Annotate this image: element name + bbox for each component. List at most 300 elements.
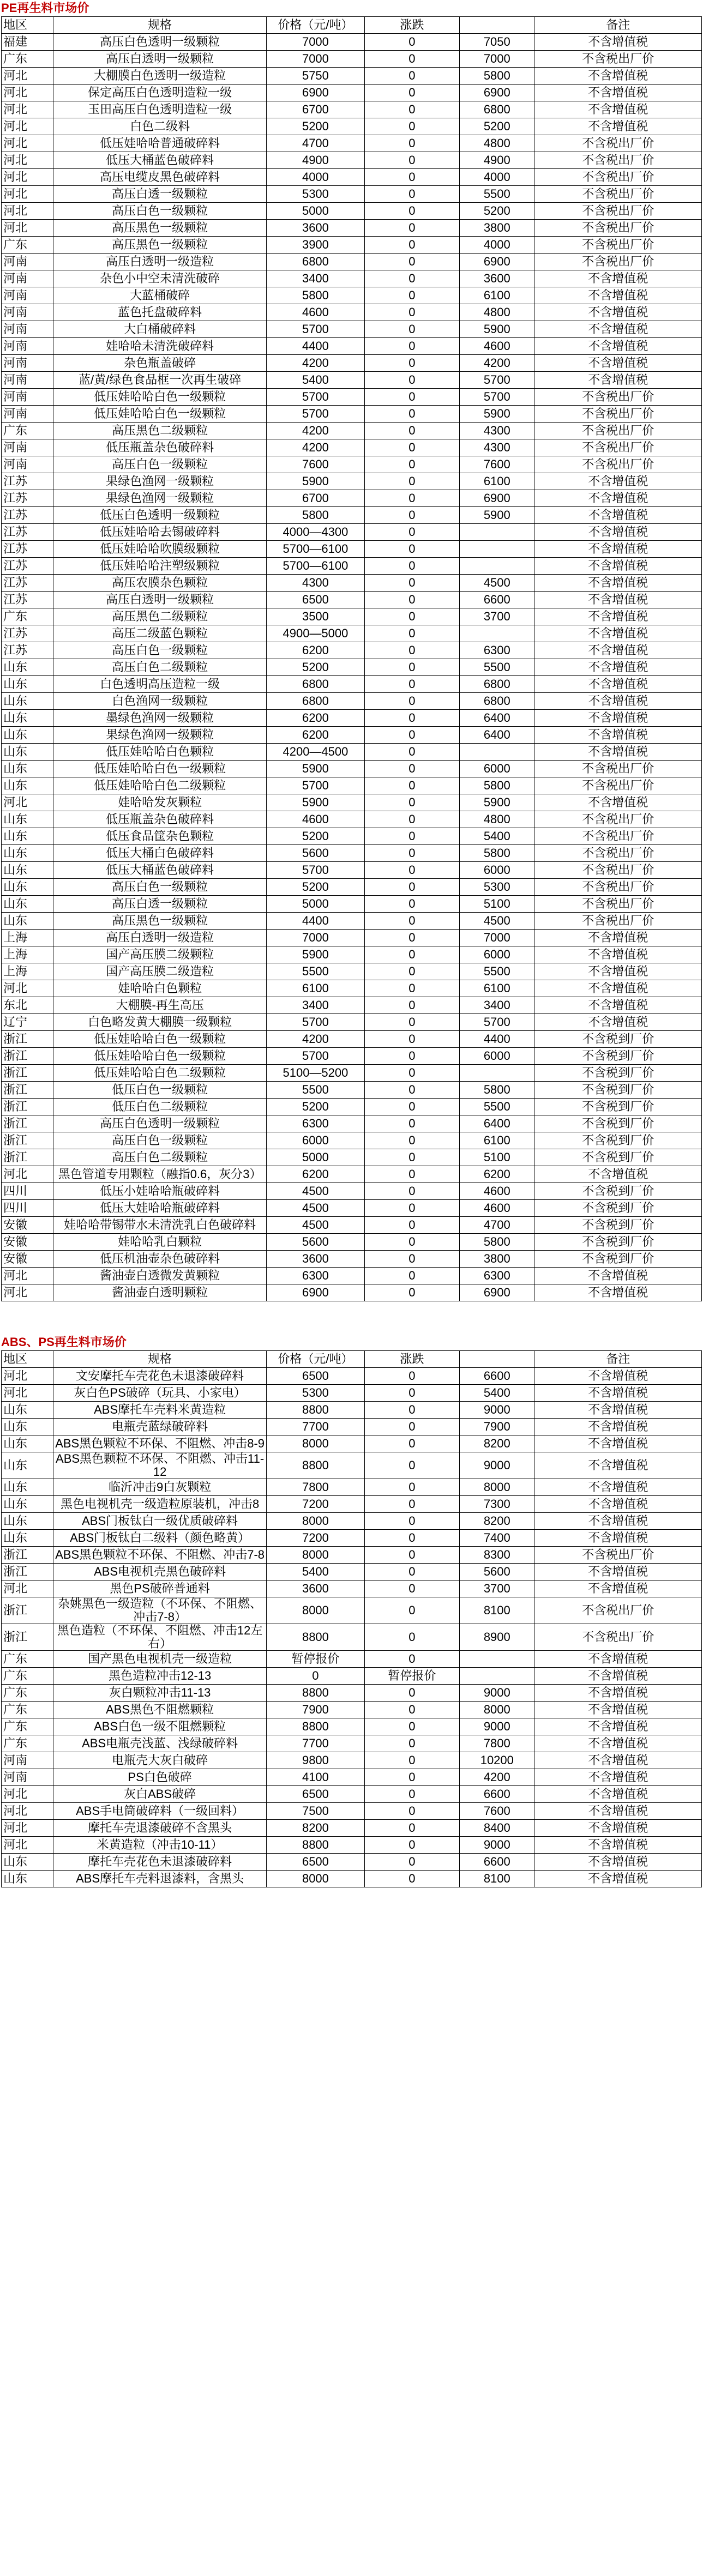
cell-price: 5900 [267,946,365,963]
pe-price-table [1,16,702,1301]
cell-prev-price: 5300 [460,879,534,896]
cell-change: 0 [364,794,459,811]
cell-note: 不含增值税 [534,1702,702,1718]
cell-change: 0 [364,1149,459,1166]
cell-price: 5750 [267,68,365,85]
cell-price: 6800 [267,254,365,270]
cell-region: 河北 [2,135,53,152]
cell-prev-price: 6600 [460,592,534,608]
cell-price: 6800 [267,676,365,693]
table-row [2,220,702,237]
cell-region: 山东 [2,1513,53,1530]
table-row [2,828,702,845]
cell-price: 4600 [267,811,365,828]
table-row [2,1496,702,1513]
table-row [2,1183,702,1200]
cell-note: 不含税到厂价 [534,1183,702,1200]
cell-note: 不含增值税 [534,355,702,372]
cell-region: 江苏 [2,558,53,575]
cell-prev-price: 4700 [460,1217,534,1234]
cell-note: 不含税出厂价 [534,254,702,270]
cell-prev-price: 9000 [460,1402,534,1419]
cell-change: 0 [364,777,459,794]
cell-price: 7900 [267,1702,365,1718]
cell-spec: 酱油壶白透微发黄颗粒 [53,1268,267,1284]
cell-change: 0 [364,51,459,68]
cell-spec: 保定高压白色透明造粒一级 [53,85,267,101]
cell-spec: 低压白色二级颗粒 [53,1099,267,1115]
cell-region: 广东 [2,1651,53,1668]
cell-prev-price: 7050 [460,34,534,51]
cell-prev-price: 4400 [460,1031,534,1048]
cell-change: 0 [364,372,459,389]
cell-region: 河南 [2,304,53,321]
cell-prev-price: 6300 [460,642,534,659]
cell-note: 不含增值税 [534,1735,702,1752]
cell-price: 6300 [267,1115,365,1132]
cell-spec: 电瓶壳大灰白破碎 [53,1752,267,1769]
cell-region: 山东 [2,693,53,710]
cell-note: 不含增值税 [534,642,702,659]
cell-prev-price: 7300 [460,1496,534,1513]
table-row [2,1624,702,1651]
cell-note: 不含增值税 [534,1166,702,1183]
cell-region: 浙江 [2,1065,53,1082]
table-row [2,1234,702,1251]
cell-note: 不含增值税 [534,980,702,997]
cell-change: 0 [364,642,459,659]
cell-price: 7700 [267,1735,365,1752]
table-row [2,1065,702,1082]
cell-spec: 低压娃哈哈白色一级颗粒 [53,1048,267,1065]
cell-price: 7600 [267,456,365,473]
cell-prev-price: 6100 [460,287,534,304]
cell-note: 不含增值税 [534,541,702,558]
cell-spec: ABS摩托车壳料退漆料，含黑头 [53,1871,267,1887]
cell-prev-price: 4600 [460,1183,534,1200]
table-row [2,1786,702,1803]
cell-region: 广东 [2,1718,53,1735]
cell-spec: 娃哈哈未清洗破碎料 [53,338,267,355]
cell-price: 4400 [267,338,365,355]
cell-spec: 低压娃哈哈注塑级颗粒 [53,558,267,575]
cell-change: 0 [364,1735,459,1752]
table-row [2,372,702,389]
cell-spec: 高压白色一级颗粒 [53,1132,267,1149]
cell-region: 浙江 [2,1624,53,1651]
cell-price: 7000 [267,930,365,946]
cell-note: 不含税出厂价 [534,186,702,203]
cell-change: 0 [364,896,459,913]
cell-region: 河南 [2,355,53,372]
cell-note: 不含增值税 [534,1452,702,1479]
table-row [2,1132,702,1149]
table-row [2,896,702,913]
cell-price: 8000 [267,1547,365,1564]
cell-change: 暂停报价 [364,1668,459,1685]
table-row [2,1251,702,1268]
cell-note: 不含增值税 [534,1268,702,1284]
cell-price: 8800 [267,1837,365,1854]
cell-spec: 大棚膜-再生高压 [53,997,267,1014]
table-row [2,1014,702,1031]
cell-note: 不含增值税 [534,1496,702,1513]
cell-spec: 低压食品筐杂色颗粒 [53,828,267,845]
cell-change: 0 [364,1132,459,1149]
cell-prev-price: 5200 [460,118,534,135]
table-row [2,794,702,811]
cell-price: 8000 [267,1871,365,1887]
cell-price: 5700 [267,777,365,794]
cell-prev-price: 6000 [460,761,534,777]
cell-change: 0 [364,1014,459,1031]
table-row [2,169,702,186]
cell-note: 不含税出厂价 [534,203,702,220]
cell-change: 0 [364,761,459,777]
cell-region: 山东 [2,744,53,761]
cell-price: 4200—4500 [267,744,365,761]
cell-note: 不含税出厂价 [534,828,702,845]
cell-prev-price: 4800 [460,811,534,828]
cell-change: 0 [364,558,459,575]
table-row [2,1435,702,1452]
cell-price: 5400 [267,372,365,389]
cell-region: 山东 [2,1496,53,1513]
cell-prev-price: 4200 [460,355,534,372]
cell-price: 5900 [267,761,365,777]
cell-price: 5300 [267,186,365,203]
cell-price: 6900 [267,85,365,101]
cell-price: 6700 [267,490,365,507]
table-row [2,439,702,456]
cell-note: 不含税出厂价 [534,423,702,439]
table-row [2,1402,702,1419]
cell-change: 0 [364,1685,459,1702]
cell-prev-price: 5400 [460,1385,534,1402]
cell-spec: 低压娃哈哈去锡破碎料 [53,524,267,541]
cell-prev-price: 6800 [460,693,534,710]
cell-region: 河北 [2,101,53,118]
cell-prev-price: 9000 [460,1837,534,1854]
cell-region: 江苏 [2,625,53,642]
cell-spec: 电瓶壳蓝绿破碎料 [53,1419,267,1435]
cell-spec: 临沂冲击9白灰颗粒 [53,1479,267,1496]
cell-spec: ABS电瓶壳浅蓝、浅绿破碎料 [53,1735,267,1752]
cell-spec: 灰白色PS破碎（玩具、小家电） [53,1385,267,1402]
cell-price: 5700 [267,1048,365,1065]
table-row [2,186,702,203]
cell-prev-price: 7000 [460,51,534,68]
cell-spec: 国产高压膜二级造粒 [53,963,267,980]
cell-prev-price: 4900 [460,152,534,169]
table-row [2,287,702,304]
cell-price: 3500 [267,608,365,625]
cell-prev-price: 3700 [460,608,534,625]
cell-region: 山东 [2,845,53,862]
cell-spec: 娃哈哈带锡带水未清洗乳白色破碎料 [53,1217,267,1234]
cell-region: 河北 [2,1837,53,1854]
cell-region: 浙江 [2,1082,53,1099]
cell-note: 不含增值税 [534,1718,702,1735]
cell-note: 不含税到厂价 [534,1031,702,1048]
cell-change: 0 [364,727,459,744]
cell-prev-price: 5500 [460,186,534,203]
table-row [2,1149,702,1166]
cell-prev-price: 10200 [460,1752,534,1769]
cell-spec: 高压黑色一级颗粒 [53,913,267,930]
cell-spec: 低压娃哈哈白色一级颗粒 [53,389,267,406]
cell-region: 四川 [2,1200,53,1217]
cell-price: 4200 [267,1031,365,1048]
cell-region: 河北 [2,1166,53,1183]
cell-change: 0 [364,1702,459,1718]
cell-prev-price: 5200 [460,203,534,220]
cell-spec: 低压娃哈哈普通破碎料 [53,135,267,152]
cell-change: 0 [364,34,459,51]
cell-prev-price: 5800 [460,1082,534,1099]
cell-change: 0 [364,1597,459,1624]
cell-prev-price: 6200 [460,1166,534,1183]
cell-change: 0 [364,490,459,507]
cell-spec: ABS门板钛白一级优质破碎料 [53,1513,267,1530]
cell-change: 0 [364,338,459,355]
cell-spec: 高压白色一级颗粒 [53,203,267,220]
cell-prev-price: 6000 [460,862,534,879]
cell-note: 不含增值税 [534,963,702,980]
cell-spec: 低压娃哈哈白色一级颗粒 [53,761,267,777]
cell-region: 江苏 [2,490,53,507]
cell-price: 8800 [267,1624,365,1651]
cell-price: 6900 [267,1284,365,1301]
cell-note: 不含增值税 [534,794,702,811]
cell-spec: 高压白色一级颗粒 [53,879,267,896]
cell-spec: 低压大桶白色破碎料 [53,845,267,862]
cell-note: 不含增值税 [534,1651,702,1668]
cell-note: 不含增值税 [534,34,702,51]
cell-prev-price: 5100 [460,1149,534,1166]
cell-price: 8000 [267,1513,365,1530]
cell-change: 0 [364,879,459,896]
table-row [2,1718,702,1735]
table-row [2,1752,702,1769]
cell-prev-price [460,1651,534,1668]
cell-prev-price: 6100 [460,980,534,997]
cell-change: 0 [364,1200,459,1217]
cell-region: 山东 [2,710,53,727]
cell-note: 不含增值税 [534,1580,702,1597]
cell-prev-price: 6000 [460,1048,534,1065]
cell-prev-price: 4000 [460,169,534,186]
cell-prev-price: 5900 [460,794,534,811]
cell-price: 6500 [267,1368,365,1385]
cell-prev-price: 6400 [460,1115,534,1132]
cell-spec: 低压机油壶杂色破碎料 [53,1251,267,1268]
table-row [2,862,702,879]
cell-region: 福建 [2,34,53,51]
cell-change: 0 [364,828,459,845]
cell-prev-price: 4500 [460,913,534,930]
cell-region: 辽宁 [2,1014,53,1031]
cell-price: 5600 [267,845,365,862]
cell-price: 4300 [267,575,365,592]
cell-prev-price: 8100 [460,1597,534,1624]
cell-note: 不含增值税 [534,1564,702,1580]
cell-price: 3900 [267,237,365,254]
cell-price: 5800 [267,507,365,524]
cell-change: 0 [364,608,459,625]
header-spec: 规格 [53,1351,267,1368]
cell-price: 3600 [267,1251,365,1268]
cell-change: 0 [364,186,459,203]
cell-spec: 低压大桶蓝色破碎料 [53,152,267,169]
cell-region: 河北 [2,1284,53,1301]
cell-region: 山东 [2,811,53,828]
cell-prev-price: 5500 [460,963,534,980]
cell-region: 河南 [2,406,53,423]
cell-spec: ABS摩托车壳料米黄造粒 [53,1402,267,1419]
table-row [2,1580,702,1597]
cell-change: 0 [364,1718,459,1735]
cell-change: 0 [364,1854,459,1871]
cell-spec: 杂色瓶盖破碎 [53,355,267,372]
cell-region: 广东 [2,1735,53,1752]
cell-spec: ABS黑色颗粒不环保、不阻燃、冲击8-9 [53,1435,267,1452]
cell-price: 6500 [267,592,365,608]
cell-spec: 黑色造粒冲击12-13 [53,1668,267,1685]
cell-note: 不含增值税 [534,575,702,592]
cell-price: 6200 [267,710,365,727]
header-blank [460,17,534,34]
cell-spec: 杂色小中空未清洗破碎 [53,270,267,287]
cell-note: 不含增值税 [534,727,702,744]
cell-spec: 低压娃哈哈白色颗粒 [53,744,267,761]
cell-price: 8800 [267,1452,365,1479]
cell-note: 不含税到厂价 [534,1082,702,1099]
cell-price: 5300 [267,1385,365,1402]
cell-change: 0 [364,1402,459,1419]
cell-note: 不含增值税 [534,625,702,642]
cell-region: 浙江 [2,1048,53,1065]
cell-price: 5200 [267,1099,365,1115]
cell-note: 不含增值税 [534,473,702,490]
cell-prev-price: 6000 [460,946,534,963]
table-row [2,270,702,287]
cell-change: 0 [364,1234,459,1251]
table-row [2,152,702,169]
table-row [2,456,702,473]
cell-change: 0 [364,1251,459,1268]
cell-prev-price: 3600 [460,270,534,287]
cell-prev-price: 7400 [460,1530,534,1547]
cell-price: 5800 [267,287,365,304]
cell-change: 0 [364,1479,459,1496]
cell-region: 河北 [2,220,53,237]
cell-note: 不含税到厂价 [534,1048,702,1065]
cell-price: 7000 [267,34,365,51]
table-row [2,1268,702,1284]
pe-table-body [2,34,702,1301]
cell-region: 安徽 [2,1234,53,1251]
cell-change: 0 [364,423,459,439]
cell-prev-price: 6100 [460,473,534,490]
cell-region: 山东 [2,1402,53,1419]
cell-region: 四川 [2,1183,53,1200]
cell-region: 浙江 [2,1564,53,1580]
cell-change: 0 [364,997,459,1014]
cell-prev-price: 6600 [460,1368,534,1385]
cell-prev-price: 6900 [460,254,534,270]
cell-spec: 蓝/黄/绿色食品框一次再生破碎 [53,372,267,389]
header-region: 地区 [2,1351,53,1368]
cell-prev-price: 5900 [460,321,534,338]
cell-price: 5600 [267,1234,365,1251]
cell-prev-price: 6400 [460,710,534,727]
cell-change: 0 [364,1513,459,1530]
cell-price: 4200 [267,423,365,439]
pe-section-title: PE再生料市场价 [1,1,89,15]
cell-price: 5200 [267,828,365,845]
cell-spec: 灰白ABS破碎 [53,1786,267,1803]
table-row [2,558,702,575]
cell-spec: ABS电视机壳黑色破碎料 [53,1564,267,1580]
cell-note: 不含增值税 [534,101,702,118]
cell-note: 不含增值税 [534,693,702,710]
cell-price: 6200 [267,727,365,744]
cell-prev-price: 4200 [460,1769,534,1786]
cell-change: 0 [364,1284,459,1301]
cell-price: 4600 [267,304,365,321]
cell-spec: 摩托车壳花色未退漆破碎料 [53,1854,267,1871]
cell-prev-price: 9000 [460,1452,534,1479]
cell-region: 河南 [2,456,53,473]
cell-prev-price: 6900 [460,1284,534,1301]
cell-price: 暂停报价 [267,1651,365,1668]
cell-spec: 灰白颗粒冲击11-13 [53,1685,267,1702]
table-row [2,1854,702,1871]
cell-spec: 白色渔网一级颗粒 [53,693,267,710]
cell-change: 0 [364,1048,459,1065]
header-change: 涨跌 [364,1351,459,1368]
cell-region: 山东 [2,727,53,744]
cell-spec: 墨绿色渔网一级颗粒 [53,710,267,727]
cell-spec: 摩托车壳退漆破碎不含黑头 [53,1820,267,1837]
cell-change: 0 [364,118,459,135]
table-row [2,1200,702,1217]
cell-price: 3400 [267,997,365,1014]
table-header-row [2,1351,702,1368]
cell-price: 5900 [267,794,365,811]
cell-price: 0 [267,1668,365,1685]
cell-spec: 高压黑色二级颗粒 [53,423,267,439]
cell-region: 河北 [2,169,53,186]
cell-prev-price: 5100 [460,896,534,913]
table-row [2,1082,702,1099]
cell-prev-price: 6600 [460,1786,534,1803]
cell-price: 5700—6100 [267,541,365,558]
cell-region: 上海 [2,930,53,946]
table-row [2,1452,702,1479]
cell-spec: ABS黑色颗粒不环保、不阻燃、冲击11-12 [53,1452,267,1479]
cell-region: 山东 [2,862,53,879]
table-row [2,980,702,997]
cell-change: 0 [364,1217,459,1234]
cell-price: 4900—5000 [267,625,365,642]
cell-spec: 高压农膜杂色颗粒 [53,575,267,592]
cell-price: 6300 [267,1268,365,1284]
cell-spec: 大棚膜白色透明一级造粒 [53,68,267,85]
cell-note: 不含税出厂价 [534,1624,702,1651]
cell-price: 9800 [267,1752,365,1769]
